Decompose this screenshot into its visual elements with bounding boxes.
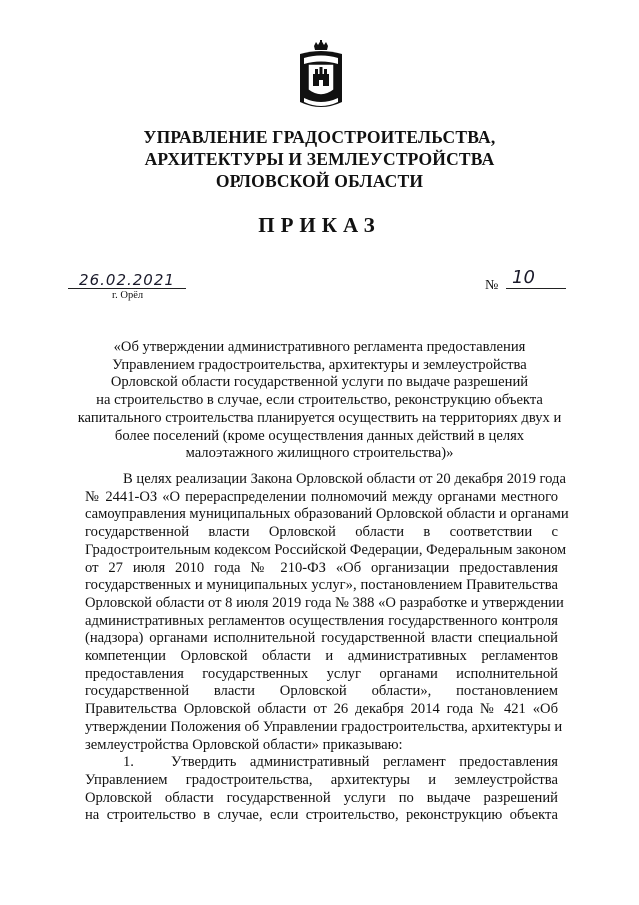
subject-line: Управлением градостроительства, архитектуры и землеустройства [112, 356, 527, 373]
order-subject [76, 339, 563, 463]
subject-line: на строительство в случае, если строительство, реконструкцию объекта [96, 392, 543, 409]
order-city: г. Орёл [112, 290, 144, 301]
subject-line: Орловской области государственной услуги по выдаче разрешений [110, 374, 529, 391]
item-1-first-line [85, 754, 558, 772]
body-line: утверждении Положения об Управлении градостроительства, архитектуры и [85, 718, 563, 735]
body-line: (надзора) органами исполнительной государственной власти специальной [85, 630, 558, 647]
item-1-line: на строительство в случае, если строительство, реконструкцию объекта [85, 807, 558, 824]
body-line: государственной власти Орловской области в соответствии с [85, 524, 558, 541]
item-1-line: Утвердить административный регламент предоставления [171, 754, 558, 771]
body-line: компетенции Орловской области и административных регламентов [85, 648, 558, 665]
subject-line: более поселений (кроме осуществления данных действий в целях [114, 427, 525, 444]
order-number-sign: № [485, 278, 499, 293]
body-line: административных регламентов осуществления государственного контроля [85, 612, 558, 629]
order-date: 26.02.2021 [68, 272, 186, 289]
body-line: землеустройства Орловской области» приказываю: [85, 736, 403, 753]
body-line: В целях реализации Закона Орловской области от 20 декабря 2019 года [123, 471, 566, 487]
body-line: от 27 июля 2010 года № 210-ФЗ «Об организации предоставления [85, 559, 558, 576]
orel-coat-of-arms-icon [296, 40, 346, 112]
body-line: Орловской области от 8 июля 2019 года № 388 «О разработке и утверждении [85, 594, 564, 611]
order-number: 10 [506, 268, 566, 289]
body-line: государственных и муниципальных услуг», постановлением Правительства [85, 577, 558, 594]
order-body [85, 471, 569, 825]
header-line-1: УПРАВЛЕНИЕ ГРАДОСТРОИТЕЛЬСТВА, [143, 127, 496, 147]
item-1-line: Управлением градостроительства, архитектуры и землеустройства [85, 771, 558, 788]
subject-line: капитального строительства планируется осуществить на территориях двух и [77, 409, 562, 426]
body-line: самоуправления муниципальных образований Орловской области и органами [85, 506, 569, 523]
body-line: № 2441-ОЗ «О перераспределении полномочий между органами местного [85, 488, 558, 505]
subject-line: «Об утверждении административного регламента предоставления [113, 339, 526, 355]
header-line-2: АРХИТЕКТУРЫ И ЗЕМЛЕУСТРОЙСТВА [144, 149, 495, 169]
item-1-line: Орловской области государственной услуги по выдаче разрешений [85, 789, 558, 806]
document-title: ПРИКАЗ [258, 213, 381, 237]
subject-line: малоэтажного жилищного строительства)» [185, 445, 454, 462]
item-1-number: 1. [123, 754, 134, 771]
body-line: предоставления государственных услуг органами исполнительной [85, 665, 558, 682]
organization-header [0, 126, 639, 192]
body-line: государственной власти Орловской области», постановлением [85, 683, 558, 700]
body-line: Градостроительным кодексом Российской Федерации, Федеральным законом [85, 541, 567, 558]
header-line-3: ОРЛОВСКОЙ ОБЛАСТИ [215, 171, 424, 191]
body-line: Правительства Орловской области от 26 декабря 2014 года № 421 «Об [85, 701, 558, 718]
